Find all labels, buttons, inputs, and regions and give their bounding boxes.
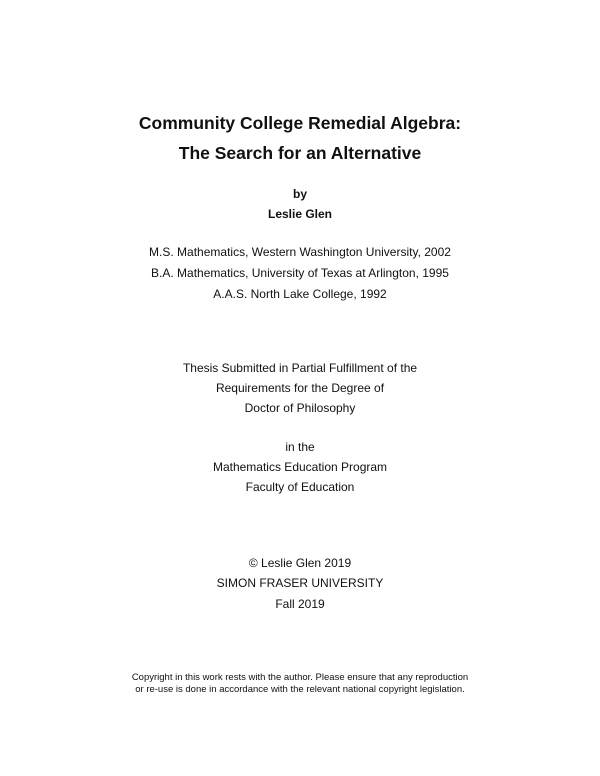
in-the-label: in the: [285, 440, 315, 454]
thesis-title-line-1: Community College Remedial Algebra:: [138, 113, 462, 133]
author-name: Leslie Glen: [267, 207, 333, 221]
submission-line-1: Thesis Submitted in Partial Fulfillment of the: [182, 361, 418, 375]
program-name: Mathematics Education Program: [212, 460, 388, 474]
university-name: SIMON FRASER UNIVERSITY: [216, 576, 384, 590]
degree-ba: B.A. Mathematics, University of Texas at Arlington, 1995: [151, 266, 449, 280]
degree-ms: M.S. Mathematics, Western Washington University, 2002: [149, 245, 451, 259]
copyright-notice-line-1: Copyright in this work rests with the author. Please ensure that any reproduction: [131, 672, 469, 683]
thesis-title-line-2: The Search for an Alternative: [178, 143, 422, 163]
copyright-holder: © Leslie Glen 2019: [248, 556, 352, 570]
submission-line-2: Requirements for the Degree of: [215, 381, 385, 395]
term: Fall 2019: [275, 597, 325, 611]
by-label: by: [292, 187, 307, 201]
degree-name: Doctor of Philosophy: [244, 401, 356, 415]
degree-aas: A.A.S. North Lake College, 1992: [213, 287, 387, 301]
faculty-name: Faculty of Education: [245, 480, 355, 494]
copyright-notice-line-2: or re-use is done in accordance with the relevant national copyright legislation.: [135, 684, 465, 695]
